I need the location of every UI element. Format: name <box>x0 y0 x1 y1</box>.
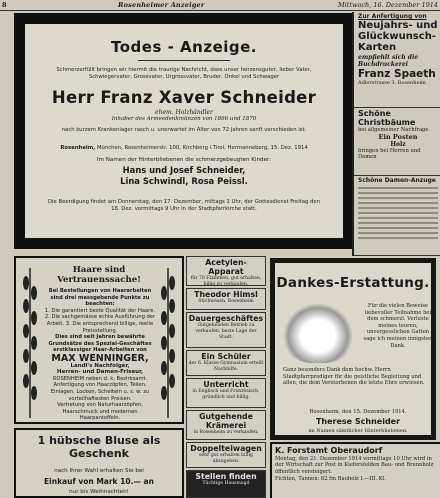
hair-ad <box>14 256 184 424</box>
hair-ad-title: Haare sind Vertrauenssache! <box>57 265 141 285</box>
classified-ad <box>186 350 266 376</box>
tree-ad-line-3: Ein Posten <box>378 133 418 141</box>
newspaper-name: Rosenheimer Anzeiger <box>118 1 205 9</box>
blouse-ad-line-2: nach Ihrer Wahl erhalten Sie bei <box>54 468 144 474</box>
death-notice-inner <box>25 24 343 238</box>
forestry-title: K. Forstamt Oberaudorf <box>275 446 383 455</box>
classified-ad <box>186 470 266 498</box>
blouse-ad <box>14 428 184 498</box>
hair-ad-owner-trade: Herren- und Damen-Friseur, <box>56 369 144 376</box>
text-line <box>358 237 438 239</box>
thanks-notice-date: Rosenheim, den 15. Dezember 1914. <box>309 409 407 415</box>
blouse-ad-line-3: Einkauf von Mark 10.— an <box>44 477 154 486</box>
funeral-info: Die Beerdigung findet am Donnerstag, den 17. Dezember, mittags 1 Uhr, der Gottesdienst Freitag den 18. Dez. vormittags 9 Uhr in der Stadtpfarrkirche statt. <box>47 199 321 212</box>
deceased-honors: Inhaber des Armeedenkmünzen von 1866 und 1870 <box>111 116 257 122</box>
hair-ad-p1: Bei Bestellungen von Haararbeiten sind drei massgebende Punkte zu beachten: <box>48 288 152 308</box>
text-line <box>358 202 438 204</box>
death-notice-intro: Schmerzerfüllt bringen wir hiermit die traurige Nachricht, dass unser herzensguter, lieber Vater, Schwiegervater, Grossvater, Urgrossvater, Bruder, Onkel und Schwager <box>56 67 312 80</box>
death-notice-title: Todes - Anzeige. <box>111 38 257 56</box>
classified-heading: Acetylen-Apparat <box>205 258 247 276</box>
classified-ad <box>186 378 266 408</box>
text-line <box>358 197 438 199</box>
classified-heading: Theodor Himsl <box>194 290 258 299</box>
classified-text: der 6. Klasse Gymnasium erteilt Nachhilfe. <box>188 361 264 372</box>
tree-ad-line-5: bringen bei Herren und Damen <box>358 148 421 160</box>
print-ad-line-1: Zur Anfertigung von <box>358 13 427 20</box>
classified-heading: Ein Schüler <box>201 352 251 361</box>
middle-column-ads <box>186 256 266 498</box>
right-column <box>352 12 440 256</box>
blouse-ad-title: 1 hübsche Bluse als Geschenk <box>37 434 161 460</box>
death-notice <box>14 13 354 249</box>
hair-ad-owner: MAX WENNINGER, <box>51 352 149 364</box>
suits-ad-title: Schöne Damen-Anzuge <box>358 177 436 184</box>
christmas-tree-ad <box>352 108 440 176</box>
page-number: 8 <box>2 1 7 9</box>
print-ad-line-4: Franz Spaeth <box>358 68 436 80</box>
text-line <box>358 217 438 219</box>
suits-ad <box>352 176 440 256</box>
tree-ad-line-4: Holz <box>390 141 406 148</box>
print-shop-ad <box>352 12 440 108</box>
death-notice-place <box>25 145 343 151</box>
wheat-ornament-icon <box>20 268 40 418</box>
wheat-ornament-icon <box>158 268 178 418</box>
classified-text: in Rosenheim zu verkaufen. <box>193 430 259 435</box>
classified-ad <box>186 312 266 348</box>
hair-ad-p5: Vertretung von Naturhaarzöpfen, Haarschmuck und modernen Haarpantoffeln. <box>57 402 143 422</box>
classified-text: sehr gut erhalten billig abzugeben. <box>199 453 253 464</box>
print-ad-line-3: empfiehlt sich die Buchdruckerei <box>358 54 419 68</box>
blouse-ad-line-4: nur bis Weihnachten! <box>69 489 129 495</box>
hair-ad-owner-sub: Landl's Nachfolger, <box>70 362 130 369</box>
hair-ad-body <box>42 288 158 422</box>
text-line <box>358 192 438 194</box>
forestry-office-ad <box>270 442 440 498</box>
hair-ad-p2: 1. Die garantiert beste Qualität der Haare. 2. Die sachgemässe echte Ausführung der Arbeit. 3. Die entsprechend billige, reelle Preisstellung. <box>44 307 156 334</box>
thanks-notice-text-2: Ganz besonders Dank dem hochw. Herrn Stadtpfarrprediger für die geistliche Begleitung und allen, die dem Verstorbenen die letzte Ehre erwiesen. <box>283 367 425 387</box>
hair-ad-p3: Dies sind seit Jahren bewährte Grundsätze des Spezial-Geschäftes erstklassiger Haar-Arbeiten von <box>48 334 152 354</box>
place-rest: München, Rosenheimerstr. 100, Kirchberg i.Tirol, Hermanneberg, 15. Dez. 1914 <box>96 145 308 151</box>
classified-heading: Doppelteiwagen <box>190 444 262 453</box>
print-ad-line-2: Neujahrs- und Glückwunsch-Karten <box>358 20 438 53</box>
wreath-image <box>283 303 353 363</box>
classified-ad <box>186 256 266 286</box>
deceased-name: Herr Franz Xaver Schneider <box>51 88 317 107</box>
children-line-2: Lina Schwindl, Rosa Peissl. <box>120 176 248 186</box>
deceased-occupation: ehem. Holzhändler <box>155 109 213 116</box>
classified-heading: Gutgehende Krämerei <box>199 412 253 430</box>
classified-text: Gutgehenden Betrieb zu verkaufen, beste Lage der Stadt. <box>195 323 257 340</box>
forestry-text-2: Fichten, Tannen: 82 fm Bauholz I.—III. Kl. <box>275 476 386 483</box>
death-notice-after: nach kurzem Krankenlager rasch u. unerwartet im Alter von 72 Jahren sanft verschieden ist. <box>61 127 307 133</box>
text-line <box>358 187 438 189</box>
classified-heading: Stellen finden <box>195 472 257 481</box>
thanks-notice-title: Dankes-Erstattung. <box>276 275 430 291</box>
forestry-text: Montag, den 21. Dezember 1914 vormittags 10 Uhr wird in der Wirtschaft zur Post in Kiefersfelden Bau- und Brennholz öffentlich versteigert. <box>275 456 434 475</box>
classified-text: in Englisch und Französisch, gründlich und billig. <box>192 389 260 400</box>
death-notice-grief: Im Namen der Hinterbliebenen die schmerzgebeugten Kinder: <box>96 157 272 163</box>
thanks-notice-text: Für die vielen Beweise liebevoller Teilnahme bei dem schmerzl. Verluste meines teuren, unvergesslichen Gatten sage ich meinen innigsten Dank. <box>363 303 433 349</box>
tree-ad-line-2: bei allgemeiner Nachfrage <box>358 127 429 133</box>
classified-text: für 70 Flammen, gut erhalten, billig zu verkaufen. <box>190 276 262 286</box>
children-line-1: Hans und Josef Schneider, <box>122 165 246 175</box>
title-rule <box>138 60 230 61</box>
tree-ad-line-1: Schöne Christbäume <box>358 109 416 127</box>
classified-ad <box>186 442 266 468</box>
thanks-notice-signature-sub: im Namen sämtlicher Hinterbliebenen. <box>308 428 408 434</box>
text-line <box>358 227 438 229</box>
thanks-notice-signature: Therese Schneider <box>315 417 401 426</box>
text-line <box>358 232 438 234</box>
hair-ad-p4: ROSENHEIM neben d. k. Bezirksamt. Anfertigung von Haarzöpfen, Teilen, Einlagen, Locken, Scheiteln u. s. w. zu vorteilhaftesten Preisen. <box>50 375 150 402</box>
classified-heading: Unterricht <box>203 380 249 389</box>
classified-ad <box>186 288 266 310</box>
classified-ad <box>186 410 266 440</box>
classified-text: Stichwesen, Rosenheim <box>198 299 254 304</box>
classified-heading: Dauergeschäftes <box>188 314 264 323</box>
print-ad-line-5: Adlerstrasse 3, Rosenheim <box>358 80 426 86</box>
children-names <box>25 165 343 187</box>
page-header <box>0 0 440 11</box>
text-line <box>358 212 438 214</box>
place-bold: Rosenheim, <box>60 145 96 151</box>
text-line <box>358 222 438 224</box>
text-line <box>358 207 438 209</box>
issue-date: Mittwoch, 16. Dezember 1914 <box>337 1 438 9</box>
classified-text: Tüchtige Hausmagd <box>202 481 250 486</box>
thanks-notice <box>270 258 436 440</box>
